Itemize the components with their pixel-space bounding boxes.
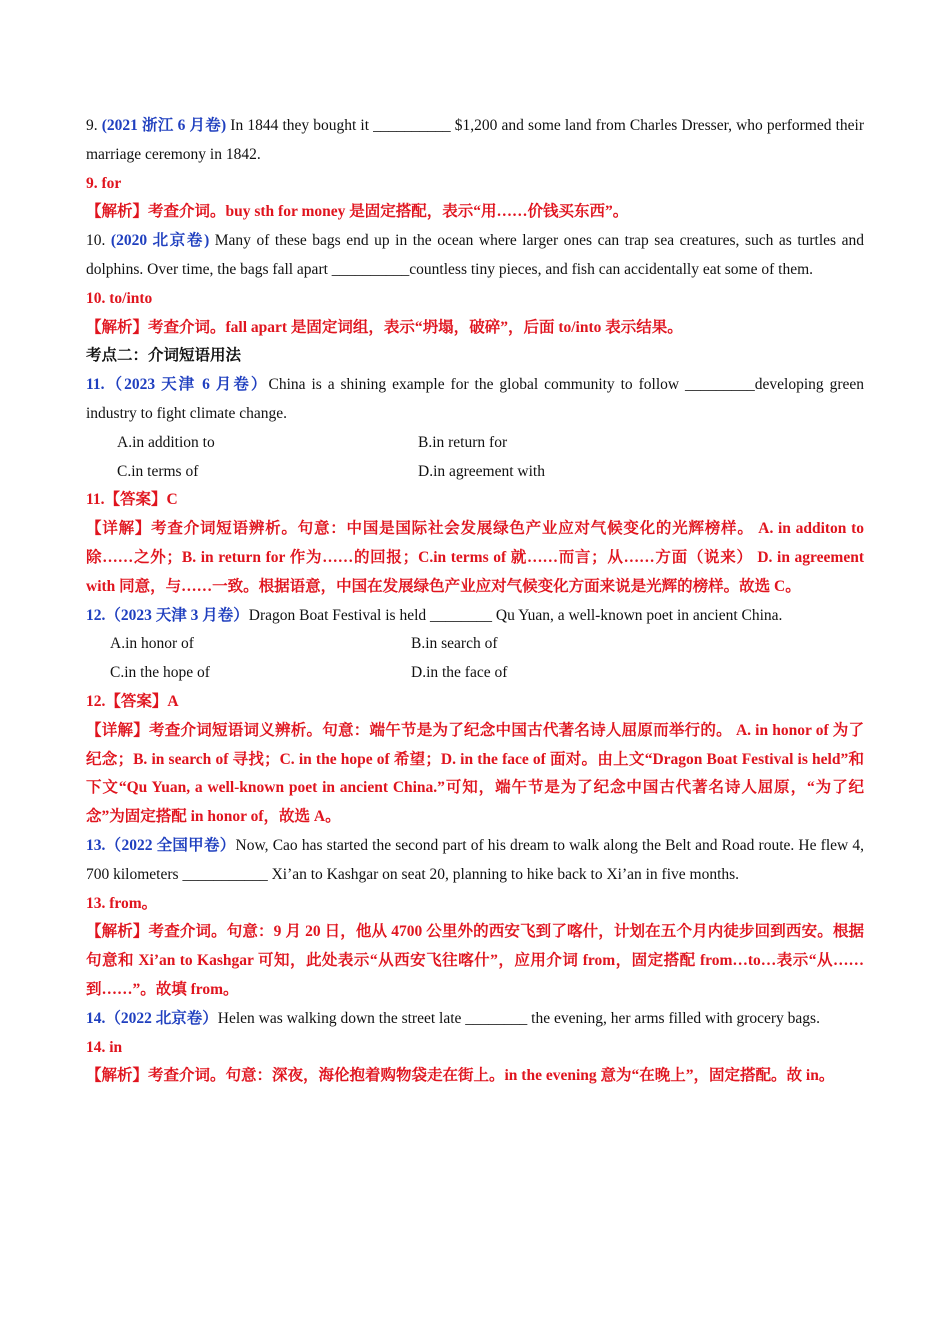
question-text: Xi’an to Kashgar on seat 20, planning to hike back to Xi’an in five months. [267,865,740,883]
question-text: Many of these bags end up in the ocean where larger ones can trap sea creatures, such as turtles and dolphins. Over time, the bags fall apart [86,232,864,278]
question-source: （2022 全国甲卷） [105,836,236,854]
options-11 [86,429,864,487]
question-text: Helen was walking down the street late [217,1009,466,1027]
question-source: （2023 天津 3 月卷） [105,606,249,624]
question-text: $1,200 and some land from Charles Dresser, who performed their marriage ceremony in 1842. [86,117,864,163]
question-14 [86,1005,864,1034]
question-text: China is a shining example for the global community to follow [268,376,686,394]
question-source: （2023 天津 6 月卷） [104,376,269,394]
question-text: Qu Yuan, a well-known poet in ancient China. [492,606,783,624]
question-12 [86,602,864,631]
answer-blank: __________ [373,117,451,134]
analysis-14: 【解析】考查介词。句意：深夜，海伦抱着购物袋走在街上。in the evening 意为“在晚上”，固定搭配。故 in。 [86,1067,835,1085]
question-number: 10. [86,232,106,250]
question-text: Dragon Boat Festival is held [248,606,431,624]
option-a: A.in addition to [117,433,215,451]
analysis-9: 【解析】考查介词。buy sth for money 是固定搭配，表示“用……价钱买东西”。 [86,203,629,221]
option-c: C.in the hope of [110,664,210,682]
option-d: D.in the face of [411,664,508,682]
question-text: countless tiny pieces, and fish can accidentally eat some of them. [409,260,814,278]
analysis-13: 【解析】考查介词。句意：9 月 20 日，他从 4700 公里外的西安飞到了喀什，计划在五个月内徒步回到西安。根据句意和 Xi’an to Kashgar 可知，此处表示“从西安飞往喀什”，应用介词 from，固定搭配 from…to…表示“从……到……”。故填 from。 [86,923,864,998]
question-text: Now, Cao has started the second part of his dream to walk along the Belt and Road route. He flew 4, 700 kilometers [86,836,864,883]
answer-14: 14. in [86,1038,123,1056]
question-number: 9. [86,117,98,134]
question-number: 13. [86,836,106,854]
option-b: B.in search of [411,635,498,653]
answer-blank: __________ [331,260,410,278]
question-source: （2022 北京卷） [105,1009,218,1027]
question-number: 14. [86,1009,106,1027]
answer-10: 10. to/into [86,289,153,307]
question-10 [86,227,864,285]
answer-blank: ___________ [182,865,268,883]
section-heading: 考点二：介词短语用法 [86,347,242,365]
options-12 [86,630,864,688]
question-number: 11. [86,376,105,394]
question-text: In 1844 they bought it [226,117,374,134]
answer-blank: ________ [430,606,493,624]
option-b: B.in return for [418,433,508,451]
analysis-10: 【解析】考查介词。fall apart 是固定词组，表示“坍塌，破碎”，后面 to/into 表示结果。 [86,318,683,336]
answer-blank: ________ [465,1009,528,1027]
option-c: C.in terms of [117,462,199,480]
question-9 [86,112,864,170]
option-d: D.in agreement with [418,462,545,480]
answer-12: 12.【答案】A [86,692,179,710]
answer-11: 11.【答案】C [86,491,178,509]
option-a: A.in honor of [110,635,194,653]
answer-9: 9. for [86,174,122,192]
question-11 [86,371,864,429]
analysis-12: 【详解】考查介词短语词义辨析。句意：端午节是为了纪念中国古代著名诗人屈原而举行的。 A. in honor of 为了纪念；B. in search of 寻找；C. in the hope of 希望；D. in the face of 面对。由上文“Dragon Boat Festival is held”和下文“Qu Yuan, a well-known poet in ancient China.”可知，端午节是为了纪念中国古代著名诗人屈原，“为了纪念”为固定搭配 in honor of，故选 A。 [86,721,864,826]
answer-blank: _________ [685,376,755,394]
question-source: (2021 浙江 6 月卷) [101,117,227,134]
question-13 [86,832,864,890]
answer-13: 13. from。 [86,894,158,912]
question-text: the evening, her arms filled with grocery bags. [527,1009,820,1027]
document-page [86,112,864,1091]
question-number: 12. [86,606,106,624]
question-text: developing green industry to fight climate change. [86,376,864,422]
analysis-11: 【详解】考查介词短语辨析。句意：中国是国际社会发展绿色产业应对气候变化的光辉榜样。 A. in additon to 除……之外；B. in return for 作为……的回报；C.in terms of 就……而言；从……方面（说来） D. in agreement with 同意，与……一致。根据语意，中国在发展绿色产业应对气候变化方面来说是光辉的榜样。故选 C。 [86,520,864,595]
question-source: (2020 北京卷) [110,232,210,250]
